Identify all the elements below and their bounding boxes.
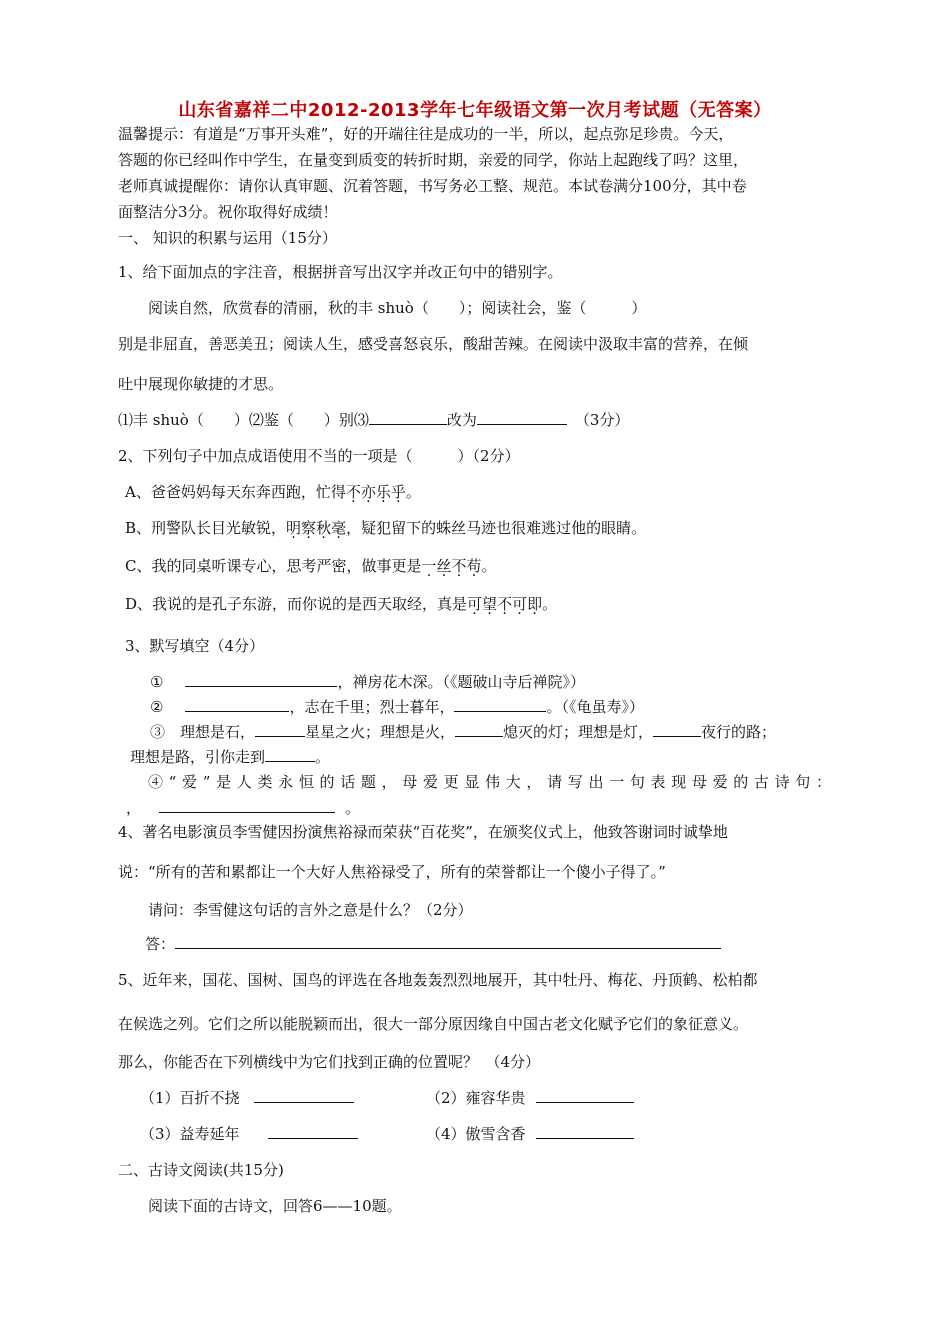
q3-item-2-num: ② — [150, 698, 164, 716]
section-2-note: 阅读下面的古诗文，回答6——10题。 — [148, 1197, 402, 1215]
dotted-char: 望 — [482, 595, 498, 613]
q5-option-3 — [140, 1124, 358, 1144]
q3-item-4-answer — [126, 798, 360, 818]
section-2-heading: 二、古诗文阅读(共15分) — [118, 1161, 284, 1179]
q3-item-1-text: ，禅房花木深。（《题破山寺后禅院》） — [337, 673, 585, 691]
q2-option-d — [125, 594, 557, 614]
q5-blank-4[interactable] — [536, 1124, 634, 1139]
q3-item-4-end: 。 — [345, 799, 361, 817]
q3-item-2-end: 。（《龟虽寿》） — [546, 698, 644, 716]
q3-item-3-line-2 — [130, 747, 330, 767]
q1-answer-c: （3分） — [574, 411, 630, 429]
q4-answer-label: 答： — [145, 935, 176, 953]
intro-line-4: 面整洁分3分。祝你取得好成绩！ — [118, 203, 338, 221]
q2-b-end: ，疑犯留下的蛛丝马迹也很难逃过他的眼睛。 — [346, 519, 647, 537]
q5-option-3-label: （3）益寿延年 — [140, 1125, 240, 1143]
q2-b-text: B、刑警队长目光敏锐， — [125, 519, 287, 537]
intro-line-3: 老师真诚提醒你：请你认真审题、沉着答题，书写务必工整、规范。本试卷满分100分，其中卷 — [118, 177, 747, 195]
q3-item-4: ④“爱”是人类永恒的话题，母爱更显伟大，请写出一句表现母爱的古诗句： — [148, 773, 831, 791]
q1-answer-b: 改为 — [446, 411, 477, 429]
dotted-char: 不 — [497, 595, 513, 613]
q4-line-2: 说：“所有的苦和累都让一个大好人焦裕禄受了，所有的荣誉都让一个傻小子得了。” — [118, 863, 666, 881]
q1-blank-correct-char[interactable] — [477, 410, 567, 425]
q5-line-3: 那么，你能否在下列横线中为它们找到正确的位置呢？ （4分） — [118, 1053, 541, 1071]
q3-item-4-comma: ， — [126, 799, 142, 817]
dotted-char: 乎 — [390, 483, 406, 501]
q2-d-text: D、我说的是孔子东游，而你说的是西天取经，真是 — [125, 595, 468, 613]
q3-item-3-line2-b: 。 — [315, 748, 331, 766]
dotted-char: 不 — [451, 557, 467, 575]
q3-item-3 — [150, 722, 776, 742]
intro-line-1: 温馨提示：有道是“万事开头难”，好的开端往往是成功的一半，所以，起点弥足珍贵。今天， — [118, 125, 734, 143]
q5-line-1: 5、近年来，国花、国树、国鸟的评选在各地轰轰烈烈地展开，其中牡丹、梅花、丹顶鹤、松柏都 — [118, 971, 758, 989]
q5-option-2-label: （2）雍容华贵 — [426, 1089, 526, 1107]
dotted-char: 不 — [345, 483, 361, 501]
q1-stem: 1、给下面加点的字注音，根据拼音写出汉字并改正句中的错别字。 — [118, 263, 563, 281]
q5-blank-3[interactable] — [268, 1124, 358, 1139]
q1-answer-a: ⑴丰 shuò（ ）⑵鉴（ ）别⑶ — [118, 411, 369, 429]
q3-item-3-a: ③ 理想是石， — [150, 723, 256, 741]
q5-option-1-label: （1）百折不挠 — [140, 1089, 240, 1107]
q5-blank-2[interactable] — [536, 1088, 634, 1103]
q4-question: 请问：李雪健这句话的言外之意是什么？（2分） — [148, 901, 473, 919]
dotted-char: 亦 — [360, 483, 376, 501]
q3-blank-2b[interactable] — [454, 697, 546, 712]
q3-item-1-num: ① — [150, 673, 164, 691]
q4-answer-blank[interactable] — [175, 934, 721, 949]
q2-option-a — [125, 482, 421, 502]
dotted-char: 一 — [421, 557, 437, 575]
q1-passage-2: 别是非屈直，善恶美丑；阅读人生，感受喜怒哀乐，酸甜苦辣。在阅读中汲取丰富的营养，在倾 — [118, 335, 749, 353]
q1-answer-line — [118, 410, 629, 430]
q5-option-4-label: （4）傲雪含香 — [426, 1125, 526, 1143]
dotted-char: 可 — [512, 595, 528, 613]
q3-stem: 3、默写填空（4分） — [125, 637, 265, 655]
q1-passage-3: 吐中展现你敏捷的才思。 — [118, 375, 284, 393]
dotted-char: 秋 — [316, 519, 332, 537]
dotted-char: 苟 — [466, 557, 482, 575]
q2-a-text: A、爸爸妈妈每天东奔西跑，忙得 — [125, 483, 346, 501]
dotted-char: 乐 — [375, 483, 391, 501]
q4-line-1: 4、著名电影演员李雪健因扮演焦裕禄而荣获“百花奖”，在颁奖仪式上，他致答谢词时诚挚地 — [118, 823, 728, 841]
q3-blank-3a[interactable] — [255, 722, 305, 737]
q4-answer-line — [145, 934, 721, 954]
q2-d-end: 。 — [542, 595, 558, 613]
dotted-char: 可 — [467, 595, 483, 613]
intro-line-2: 答题的你已经叫作中学生，在量变到质变的转折时期，亲爱的同学，你站上起跑线了吗？这里， — [118, 151, 749, 169]
q5-option-1 — [140, 1088, 354, 1108]
q3-item-3-d: 夜行的路； — [701, 723, 777, 741]
section-1-heading: 一、 知识的积累与运用（15分） — [118, 229, 337, 247]
q3-item-3-c: 熄灭的灯；理想是灯， — [503, 723, 654, 741]
q2-stem: 2、下列句子中加点成语使用不当的一项是（ ）（2分） — [118, 447, 520, 465]
q2-option-c — [125, 556, 497, 576]
q3-item-3-line2-a: 理想是路，引你走到 — [130, 748, 266, 766]
page-title: 山东省嘉祥二中2012-2013学年七年级语文第一次月考试题（无答案） — [178, 100, 772, 121]
q5-blank-1[interactable] — [254, 1088, 354, 1103]
q3-blank-3c[interactable] — [653, 722, 701, 737]
q3-blank-3b[interactable] — [455, 722, 503, 737]
dotted-char: 明 — [286, 519, 302, 537]
q2-option-b — [125, 518, 646, 538]
q5-option-4 — [426, 1124, 634, 1144]
q2-a-end: 。 — [405, 483, 421, 501]
q5-line-2: 在候选之列。它们之所以能脱颖而出，很大一部分原因缘自中国古老文化赋予它们的象征意义。 — [118, 1015, 749, 1033]
dotted-char: 即 — [527, 595, 543, 613]
q3-item-2 — [150, 697, 644, 717]
q5-option-2 — [426, 1088, 634, 1108]
dotted-char: 毫 — [331, 519, 347, 537]
q3-item-2-mid: ，志在千里；烈士暮年， — [289, 698, 455, 716]
q3-item-1 — [150, 672, 585, 692]
q2-c-end: 。 — [481, 557, 497, 575]
q2-c-text: C、我的同桌听课专心，思考严密，做事更是 — [125, 557, 422, 575]
dotted-char: 丝 — [436, 557, 452, 575]
q3-item-3-b: 星星之火；理想是火， — [305, 723, 456, 741]
q1-blank-wrong-char[interactable] — [369, 410, 447, 425]
q3-blank-3d[interactable] — [265, 747, 315, 762]
q3-blank-1[interactable] — [185, 672, 337, 687]
dotted-char: 察 — [301, 519, 317, 537]
q3-blank-4[interactable] — [159, 798, 335, 813]
q1-passage-1: 阅读自然，欣赏春的清丽，秋的丰 shuò（ ）；阅读社会，鉴（ ） — [148, 299, 647, 317]
q3-blank-2a[interactable] — [185, 697, 289, 712]
